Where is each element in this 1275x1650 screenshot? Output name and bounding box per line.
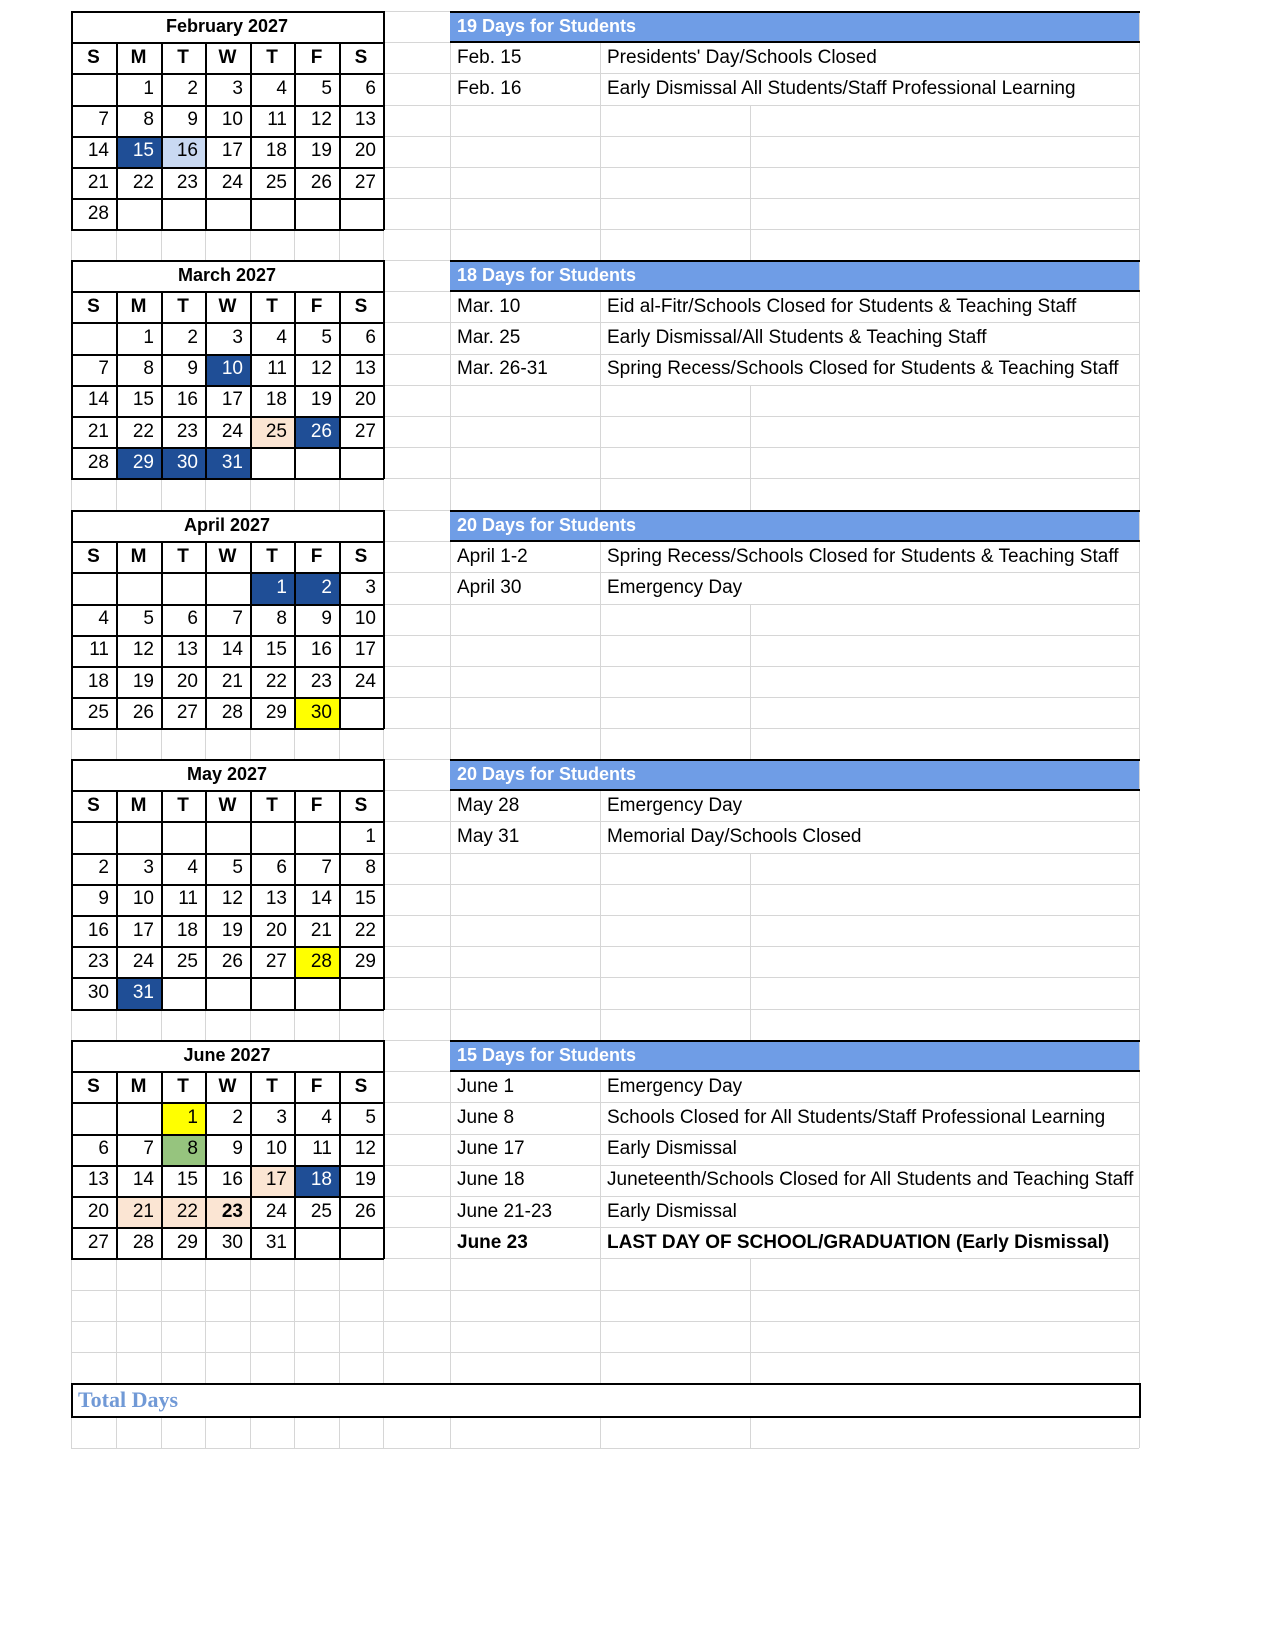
day-cell: 23 — [310, 670, 332, 692]
day-cell: 19 — [310, 389, 332, 411]
day-cell: 17 — [265, 1169, 287, 1191]
day-cell: 31 — [265, 1231, 287, 1253]
day-cell: 28 — [132, 1231, 154, 1253]
day-cell: 1 — [187, 1106, 198, 1128]
empty-day-cell — [339, 1227, 383, 1258]
empty-day-cell — [205, 572, 250, 603]
day-cell: 26 — [354, 1200, 376, 1222]
day-cell: 9 — [98, 888, 109, 910]
day-cell: 19 — [354, 1169, 376, 1191]
day-cell: 12 — [132, 639, 154, 661]
empty-day-cell — [161, 977, 205, 1008]
day-cell: 24 — [221, 420, 243, 442]
day-cell: 27 — [354, 171, 376, 193]
day-cell: 9 — [232, 1138, 243, 1160]
day-cell: 16 — [310, 639, 332, 661]
days-for-students-header: 15 Days for Students — [457, 1045, 637, 1066]
event-date: June 18 — [457, 1169, 525, 1191]
empty-day-cell — [294, 977, 339, 1008]
event-date: Feb. 16 — [457, 77, 522, 99]
empty-day-cell — [205, 198, 250, 229]
day-cell: 24 — [132, 950, 154, 972]
event-description: Eid al-Fitr/Schools Closed for Students & Teaching Staff — [607, 295, 1077, 317]
day-cell: 10 — [265, 1138, 287, 1160]
month-title: April 2027 — [183, 515, 271, 536]
day-cell: 26 — [310, 420, 332, 442]
event-description: Spring Recess/Schools Closed for Students & Teaching Staff — [607, 358, 1119, 380]
event-date: May 31 — [457, 825, 520, 847]
event-date: June 8 — [457, 1106, 515, 1128]
weekday-label: T — [266, 295, 278, 317]
day-cell: 6 — [187, 608, 198, 630]
day-cell: 28 — [87, 451, 109, 473]
event-description: Early Dismissal All Students/Staff Professional Learning — [607, 77, 1076, 99]
day-cell: 28 — [221, 701, 243, 723]
empty-day-cell — [116, 198, 161, 229]
day-cell: 14 — [132, 1169, 154, 1191]
day-cell: 24 — [354, 670, 376, 692]
day-cell: 11 — [89, 639, 109, 661]
day-cell: 28 — [87, 202, 109, 224]
day-cell: 15 — [132, 140, 154, 162]
day-cell: 11 — [178, 888, 198, 910]
day-cell: 12 — [310, 358, 332, 380]
day-cell: 17 — [354, 639, 376, 661]
day-cell: 16 — [87, 919, 109, 941]
day-cell: 7 — [98, 358, 109, 380]
day-cell: 8 — [365, 857, 376, 879]
day-cell: 2 — [232, 1106, 243, 1128]
day-cell: 10 — [132, 888, 154, 910]
empty-day-cell — [250, 977, 294, 1008]
empty-day-cell — [205, 821, 250, 852]
weekday-label: M — [130, 295, 147, 317]
day-cell: 3 — [232, 77, 243, 99]
day-cell: 14 — [221, 639, 243, 661]
weekday-label: T — [266, 545, 278, 567]
day-cell: 15 — [354, 888, 376, 910]
day-cell: 14 — [310, 888, 332, 910]
day-cell: 8 — [187, 1138, 198, 1160]
event-description: Memorial Day/Schools Closed — [607, 825, 862, 847]
day-cell: 1 — [365, 825, 376, 847]
day-cell: 12 — [310, 109, 332, 131]
day-cell: 12 — [354, 1138, 376, 1160]
day-cell: 18 — [265, 389, 287, 411]
weekday-label: S — [87, 295, 100, 317]
month-title: March 2027 — [177, 265, 277, 286]
event-date: April 30 — [457, 576, 522, 598]
event-date: Feb. 15 — [457, 46, 522, 68]
day-cell: 20 — [87, 1200, 109, 1222]
day-cell: 15 — [132, 389, 154, 411]
day-cell: 5 — [321, 77, 332, 99]
empty-day-cell — [339, 198, 383, 229]
empty-day-cell — [161, 198, 205, 229]
event-description: Emergency Day — [607, 576, 743, 598]
event-description: Early Dismissal/All Students & Teaching Staff — [607, 326, 987, 348]
day-cell: 31 — [132, 981, 154, 1003]
day-cell: 15 — [265, 639, 287, 661]
day-cell: 16 — [221, 1169, 243, 1191]
day-cell: 8 — [143, 358, 154, 380]
day-cell: 26 — [221, 950, 243, 972]
weekday-label: F — [310, 46, 323, 68]
day-cell: 28 — [310, 950, 332, 972]
day-cell: 6 — [98, 1138, 109, 1160]
day-cell: 1 — [143, 326, 154, 348]
event-date: Mar. 25 — [457, 326, 521, 348]
weekday-label: S — [354, 46, 368, 68]
day-cell: 27 — [265, 950, 287, 972]
day-cell: 14 — [87, 140, 109, 162]
days-for-students-header: 19 Days for Students — [457, 16, 637, 37]
day-cell: 7 — [143, 1138, 154, 1160]
day-cell: 18 — [265, 140, 287, 162]
days-for-students-header: 20 Days for Students — [457, 764, 637, 785]
day-cell: 3 — [232, 326, 243, 348]
day-cell: 18 — [176, 919, 198, 941]
day-cell: 11 — [312, 1138, 332, 1160]
weekday-label: W — [218, 1075, 237, 1097]
day-cell: 17 — [132, 919, 154, 941]
day-cell: 4 — [98, 608, 109, 630]
day-cell: 2 — [187, 77, 198, 99]
day-cell: 20 — [265, 919, 287, 941]
event-date: June 1 — [457, 1075, 515, 1097]
day-cell: 25 — [87, 701, 109, 723]
empty-day-cell — [250, 821, 294, 852]
empty-day-cell — [250, 198, 294, 229]
event-description: Emergency Day — [607, 1075, 743, 1097]
empty-day-cell — [116, 1102, 161, 1133]
day-cell: 29 — [265, 701, 287, 723]
day-cell: 6 — [365, 77, 376, 99]
weekday-label: S — [87, 1075, 100, 1097]
day-cell: 8 — [143, 109, 154, 131]
day-cell: 29 — [354, 950, 376, 972]
empty-day-cell — [116, 821, 161, 852]
day-cell: 5 — [365, 1106, 376, 1128]
day-cell: 5 — [232, 857, 243, 879]
weekday-label: T — [177, 295, 189, 317]
empty-day-cell — [161, 572, 205, 603]
event-description: LAST DAY OF SCHOOL/GRADUATION (Early Dismissal) — [607, 1231, 1110, 1253]
day-cell: 4 — [276, 77, 287, 99]
day-cell: 13 — [265, 888, 287, 910]
day-cell: 21 — [87, 171, 109, 193]
day-cell: 30 — [310, 701, 332, 723]
weekday-label: S — [87, 794, 100, 816]
event-description: Schools Closed for All Students/Staff Professional Learning — [607, 1106, 1106, 1128]
weekday-label: S — [354, 545, 368, 567]
day-cell: 6 — [365, 326, 376, 348]
day-cell: 2 — [98, 857, 109, 879]
day-cell: 21 — [310, 919, 332, 941]
empty-day-cell — [116, 572, 161, 603]
day-cell: 16 — [176, 140, 198, 162]
weekday-label: S — [354, 794, 368, 816]
weekday-label: S — [87, 46, 100, 68]
day-cell: 27 — [176, 701, 198, 723]
day-cell: 20 — [354, 389, 376, 411]
day-cell: 1 — [143, 77, 154, 99]
empty-day-cell — [71, 73, 116, 104]
weekday-label: T — [177, 1075, 189, 1097]
day-cell: 29 — [132, 451, 154, 473]
empty-day-cell — [205, 977, 250, 1008]
day-cell: 25 — [310, 1200, 332, 1222]
empty-day-cell — [71, 1102, 116, 1133]
day-cell: 19 — [221, 919, 243, 941]
day-cell: 22 — [132, 420, 154, 442]
day-cell: 24 — [265, 1200, 287, 1222]
event-date: May 28 — [457, 794, 520, 816]
day-cell: 2 — [321, 576, 332, 598]
day-cell: 18 — [310, 1169, 332, 1191]
weekday-label: F — [310, 1075, 323, 1097]
day-cell: 18 — [87, 670, 109, 692]
day-cell: 7 — [321, 857, 332, 879]
day-cell: 12 — [221, 888, 243, 910]
day-cell: 11 — [267, 109, 287, 131]
day-cell: 1 — [276, 576, 287, 598]
event-description: Presidents' Day/Schools Closed — [607, 46, 877, 68]
day-cell: 5 — [143, 608, 154, 630]
day-cell: 25 — [265, 420, 287, 442]
weekday-label: T — [177, 794, 189, 816]
day-cell: 20 — [354, 140, 376, 162]
day-cell: 24 — [221, 171, 243, 193]
event-date: June 23 — [457, 1231, 528, 1253]
empty-day-cell — [71, 572, 116, 603]
day-cell: 19 — [310, 140, 332, 162]
empty-day-cell — [250, 447, 294, 478]
day-cell: 9 — [187, 358, 198, 380]
event-description: Juneteenth/Schools Closed for All Students and Teaching Staff — [607, 1169, 1134, 1191]
weekday-label: M — [130, 46, 147, 68]
day-cell: 23 — [221, 1200, 243, 1222]
empty-day-cell — [339, 447, 383, 478]
weekday-label: W — [218, 295, 237, 317]
weekday-label: F — [310, 545, 323, 567]
day-cell: 16 — [176, 389, 198, 411]
weekday-label: T — [177, 46, 189, 68]
empty-day-cell — [339, 977, 383, 1008]
empty-day-cell — [71, 322, 116, 353]
day-cell: 25 — [176, 950, 198, 972]
weekday-label: W — [218, 46, 237, 68]
day-cell: 13 — [354, 358, 376, 380]
day-cell: 10 — [221, 109, 243, 131]
day-cell: 2 — [187, 326, 198, 348]
empty-day-cell — [294, 447, 339, 478]
event-description: Early Dismissal — [607, 1200, 737, 1222]
day-cell: 23 — [87, 950, 109, 972]
day-cell: 27 — [354, 420, 376, 442]
empty-day-cell — [294, 198, 339, 229]
month-title: May 2027 — [186, 764, 268, 785]
day-cell: 5 — [321, 326, 332, 348]
day-cell: 9 — [321, 608, 332, 630]
day-cell: 23 — [176, 420, 198, 442]
day-cell: 22 — [132, 171, 154, 193]
day-cell: 10 — [221, 358, 243, 380]
event-date: June 21-23 — [457, 1200, 553, 1222]
day-cell: 22 — [265, 670, 287, 692]
empty-day-cell — [294, 1227, 339, 1258]
empty-day-cell — [339, 697, 383, 728]
day-cell: 3 — [276, 1106, 287, 1128]
day-cell: 31 — [221, 451, 243, 473]
event-date: Mar. 10 — [457, 295, 521, 317]
weekday-label: M — [130, 794, 147, 816]
weekday-label: T — [266, 1075, 278, 1097]
event-description: Spring Recess/Schools Closed for Students & Teaching Staff — [607, 545, 1119, 567]
day-cell: 17 — [221, 389, 243, 411]
day-cell: 30 — [176, 451, 198, 473]
day-cell: 13 — [354, 109, 376, 131]
day-cell: 22 — [354, 919, 376, 941]
day-cell: 21 — [87, 420, 109, 442]
day-cell: 21 — [221, 670, 243, 692]
day-cell: 13 — [87, 1169, 109, 1191]
month-title: February 2027 — [165, 16, 289, 37]
day-cell: 17 — [221, 140, 243, 162]
day-cell: 14 — [87, 389, 109, 411]
day-cell: 3 — [143, 857, 154, 879]
day-cell: 8 — [276, 608, 287, 630]
event-date: Mar. 26-31 — [457, 358, 548, 380]
empty-day-cell — [71, 821, 116, 852]
weekday-label: S — [87, 545, 100, 567]
empty-day-cell — [294, 821, 339, 852]
day-cell: 7 — [98, 109, 109, 131]
day-cell: 4 — [321, 1106, 332, 1128]
weekday-label: M — [130, 545, 147, 567]
day-cell: 4 — [187, 857, 198, 879]
weekday-label: M — [130, 1075, 147, 1097]
days-for-students-header: 20 Days for Students — [457, 515, 637, 536]
weekday-label: W — [218, 545, 237, 567]
event-date: April 1-2 — [457, 545, 528, 567]
weekday-label: T — [177, 545, 189, 567]
day-cell: 29 — [176, 1231, 198, 1253]
weekday-label: F — [310, 794, 323, 816]
day-cell: 26 — [132, 701, 154, 723]
day-cell: 19 — [132, 670, 154, 692]
empty-day-cell — [161, 821, 205, 852]
weekday-label: T — [266, 794, 278, 816]
day-cell: 10 — [354, 608, 376, 630]
day-cell: 11 — [267, 358, 287, 380]
day-cell: 9 — [187, 109, 198, 131]
event-description: Early Dismissal — [607, 1138, 737, 1160]
day-cell: 15 — [176, 1169, 198, 1191]
total-days-label: Total Days — [78, 1386, 179, 1412]
weekday-label: S — [354, 1075, 368, 1097]
month-title: June 2027 — [183, 1045, 271, 1066]
day-cell: 4 — [276, 326, 287, 348]
day-cell: 13 — [176, 639, 198, 661]
day-cell: 21 — [132, 1200, 154, 1222]
day-cell: 27 — [87, 1231, 109, 1253]
weekday-label: S — [354, 295, 368, 317]
day-cell: 3 — [365, 576, 376, 598]
day-cell: 20 — [176, 670, 198, 692]
event-date: June 17 — [457, 1138, 525, 1160]
weekday-label: F — [310, 295, 323, 317]
day-cell: 30 — [87, 981, 109, 1003]
day-cell: 25 — [265, 171, 287, 193]
day-cell: 6 — [276, 857, 287, 879]
days-for-students-header: 18 Days for Students — [457, 265, 637, 286]
weekday-label: T — [266, 46, 278, 68]
day-cell: 23 — [176, 171, 198, 193]
day-cell: 7 — [232, 608, 243, 630]
day-cell: 30 — [221, 1231, 243, 1253]
day-cell: 22 — [176, 1200, 198, 1222]
weekday-label: W — [218, 794, 237, 816]
day-cell: 26 — [310, 171, 332, 193]
event-description: Emergency Day — [607, 794, 743, 816]
